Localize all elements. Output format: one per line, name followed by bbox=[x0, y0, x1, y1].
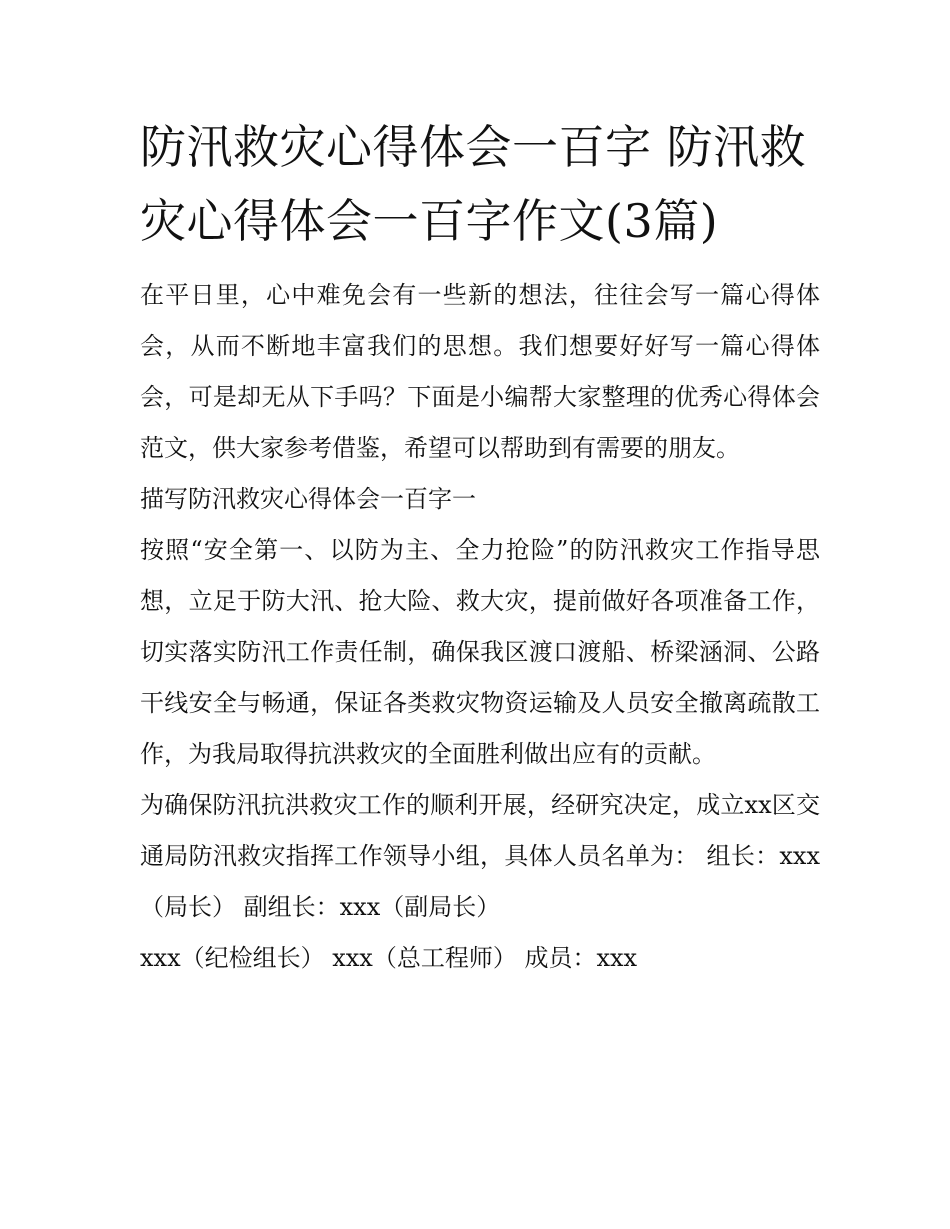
section-heading: 描写防汛救灾心得体会一百字一 bbox=[140, 485, 476, 513]
body-paragraph: 为确保防汛抗洪救灾工作的顺利开展，经研究决定，成立xx区交通局防汛救灾指挥工作领导小组，具体人员名单为： 组长：xxx（局长） 副组长：xxx（副局长） bbox=[140, 791, 820, 921]
document-page bbox=[140, 110, 820, 984]
intro-paragraph: 在平日里，心中难免会有一些新的想法，往往会写一篇心得体会，从而不断地丰富我们的思想。我们想要好好写一篇心得体会，可是却无从下手吗？下面是小编帮大家整理的优秀心得体会范文，供大家参考借鉴，希望可以帮助到有需要的朋友。 bbox=[140, 281, 820, 462]
body-paragraph: 按照“安全第一、以防为主、全力抢险”的防汛救灾工作指导思想，立足于防大汛、抢大险、救大灾，提前做好各项准备工作，切实落实防汛工作责任制，确保我区渡口渡船、桥梁涵洞、公路干线安全与畅通，保证各类救灾物资运输及人员安全撤离疏散工作，为我局取得抗洪救灾的全面胜利做出应有的贡献。 bbox=[140, 536, 820, 768]
document-title: 防汛救灾心得体会一百字 防汛救灾心得体会一百字作文(3篇) bbox=[140, 120, 807, 248]
body-paragraph: xxx（纪检组长） xxx（总工程师） 成员：xxx bbox=[140, 944, 638, 972]
